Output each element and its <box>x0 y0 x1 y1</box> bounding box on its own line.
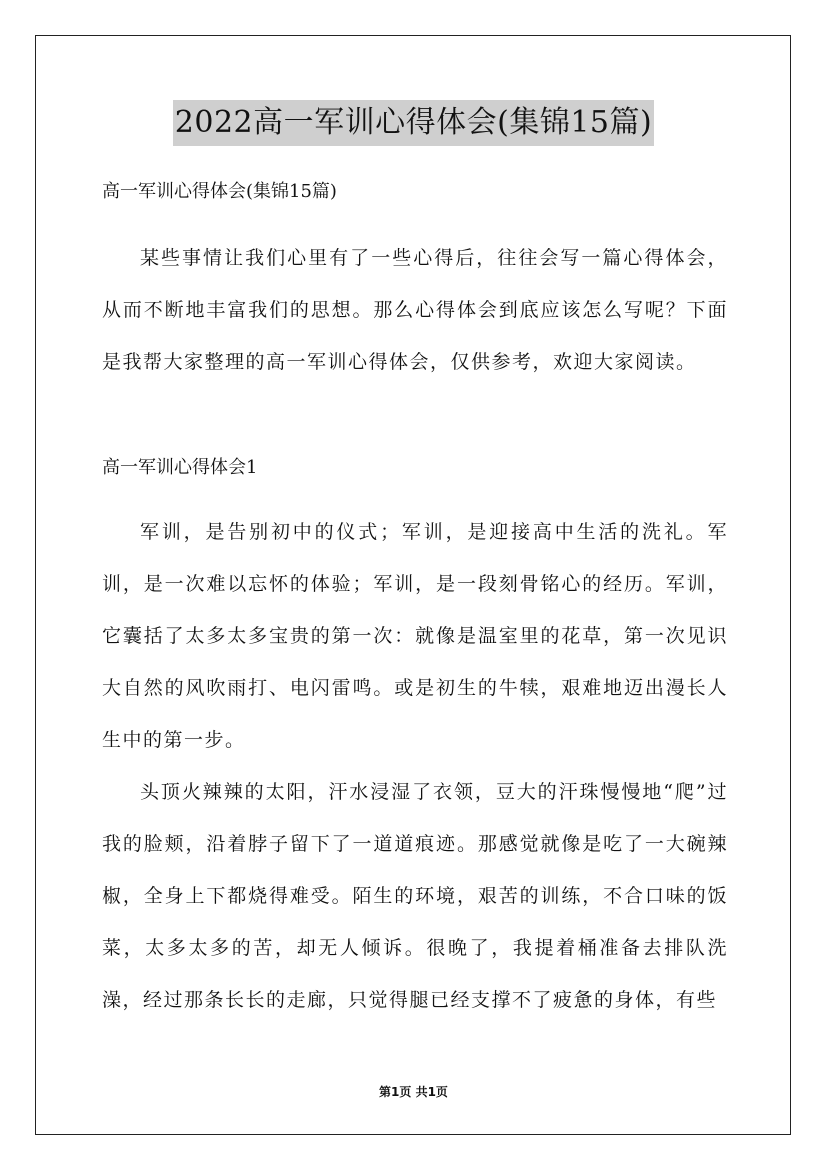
spacer <box>102 488 728 506</box>
title-container <box>0 100 827 146</box>
page-footer: 第1页 共1页 <box>379 1085 448 1099</box>
document-subtitle: 高一军训心得体会(集锦15篇) <box>102 181 337 202</box>
document-body <box>102 172 728 1026</box>
document-title: 2022高一军训心得体会(集锦15篇) <box>173 100 654 146</box>
section-paragraph: 军训，是告别初中的仪式；军训，是迎接高中生活的洗礼。军训，是一次难以忘怀的体验；军训，是一段刻骨铭心的经历。军训，它囊括了太多太多宝贵的第一次：就像是温室里的花草，第一次见识大自然的风吹雨打、电闪雷鸣。或是初生的牛犊，艰难地迈出漫长人生中的第一步。 <box>102 521 728 751</box>
section-heading: 高一军训心得体会1 <box>102 457 258 478</box>
intro-paragraph: 某些事情让我们心里有了一些心得后，往往会写一篇心得体会，从而不断地丰富我们的思想。那么心得体会到底应该怎么写呢？下面是我帮大家整理的高一军训心得体会，仅供参考，欢迎大家阅读。 <box>102 247 728 373</box>
section-paragraph: 头顶火辣辣的太阳，汗水浸湿了衣领，豆大的汗珠慢慢地“爬”过我的脸颊，沿着脖子留下了一道道痕迹。那感觉就像是吃了一大碗辣椒，全身上下都烧得难受。陌生的环境，艰苦的训练，不合口味的饭菜，太多太多的苦，却无人倾诉。很晚了，我提着桶准备去排队洗澡，经过那条长长的走廊，只觉得腿已经支撑不了疲惫的身体，有些 <box>102 781 728 1011</box>
spacer <box>102 212 728 232</box>
spacer <box>102 388 728 448</box>
